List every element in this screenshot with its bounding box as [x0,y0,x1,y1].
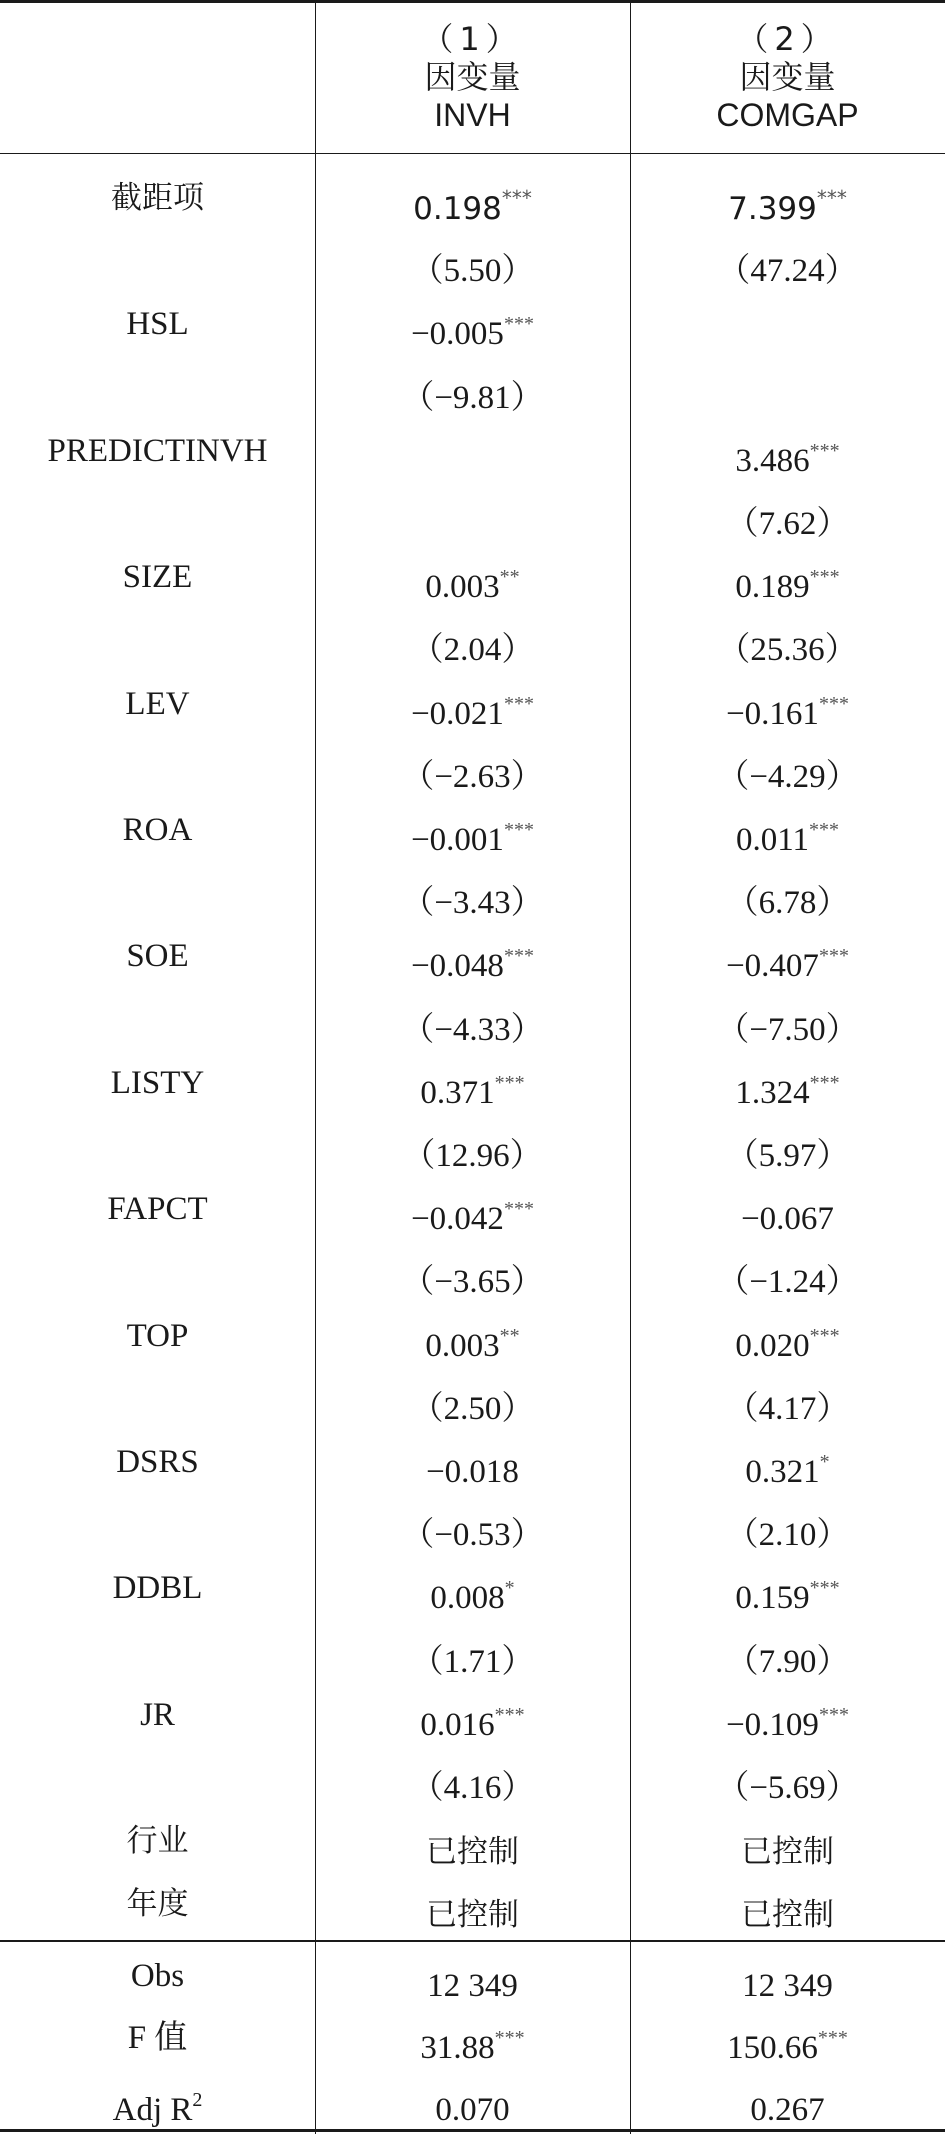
header-rule [0,153,945,154]
row-label [0,1684,315,1746]
table-row [0,1241,945,1303]
row-label [0,1494,315,1556]
cell-value: （7.62） [725,506,850,542]
table-row [0,420,945,482]
cell-value: （−4.33） [401,1011,544,1048]
cell-value: （2.50） [410,1390,535,1427]
col-2-dependent-label: 因变量 [739,57,836,96]
cell-value: 0.321 [745,1454,820,1490]
stat-label-text: Obs [130,1958,185,1994]
rows-cell-c1 [315,420,630,482]
cell-value: （−7.50） [716,1011,859,1048]
significance-stars: *** [818,692,849,715]
row-label [0,1052,315,1114]
rows-cell-c1 [315,483,630,545]
cell-value: （−3.65） [401,1264,544,1301]
table-row [0,293,945,355]
significance-stars: * [819,1451,830,1473]
row-label-text: SOE [126,938,189,975]
cell-value: 0.267 [750,2092,825,2128]
significance-stars: *** [809,1071,840,1094]
rows-cell-c2 [630,1621,945,1683]
table-row [0,925,945,987]
row-label-text: 行业 [126,1823,189,1860]
rows-cell-c2 [630,1747,945,1809]
stats-cell-c2 [630,2069,945,2131]
row-label [0,736,315,798]
table-row [0,1431,945,1493]
rows-cell-c1 [315,1305,630,1367]
rows-cell-c1 cjk [315,167,630,229]
significance-stars: *** [818,1703,849,1726]
rows-cell-c2 [630,736,945,798]
cell-value: −0.048 [411,948,504,985]
rows-cell-c2 [630,609,945,671]
cell-value: 7.399 [728,191,817,227]
row-label [0,167,315,229]
row-label [0,989,315,1051]
significance-stars: *** [503,313,534,336]
cell-value: （−2.63） [401,758,544,795]
cell-value: （2.04） [410,632,535,669]
significance-stars: *** [503,1198,534,1221]
rows-cell-c1 [315,925,630,987]
cell-value: −0.407 [726,948,819,985]
significance-stars: * [504,1577,515,1600]
significance-stars: *** [494,1703,525,1726]
cell-value: 0.003 [425,1327,500,1364]
col-1-dependent-label: 因变量 [424,57,521,96]
rows-cell-c1 [315,230,630,292]
cell-value: −0.042 [411,1201,504,1238]
cell-value: （6.78） [725,885,850,922]
rows-cell-c2 [630,989,945,1051]
cell-value: （4.16） [410,1770,535,1806]
cell-value: 0.020 [735,1327,810,1364]
cell-value: −0.021 [411,695,504,732]
stat-label [0,2069,315,2131]
cell-value: （5.97） [725,1138,850,1174]
rows-cell-c2 [630,357,945,419]
row-label [0,1621,315,1683]
rows-cell-c2 [630,862,945,924]
stat-row [0,2007,945,2069]
row-label [0,420,315,482]
row-label [0,1305,315,1367]
row-label [0,1178,315,1240]
rows-cell-c1 [315,736,630,798]
cell-value: 0.008 [430,1580,505,1617]
rows-cell-c1 [315,1684,630,1746]
cell-value: 已控制 [741,1834,834,1871]
col-1-variable: INVH [434,96,511,133]
significance-stars: *** [809,439,840,462]
cell-value: 已控制 [426,1834,519,1871]
significance-stars: ** [499,566,520,589]
rows-cell-c2 [630,1368,945,1430]
row-label-text: PREDICTINVH [47,432,268,469]
rows-cell-c1 cjk [315,1810,630,1872]
row-label-text: TOP [126,1317,189,1354]
significance-stars: ** [499,1324,520,1347]
rows-cell-c1 [315,1431,630,1493]
cell-value: （2.10） [725,1517,850,1554]
row-label [0,1115,315,1177]
cell-value: 31.88 [420,2030,495,2066]
header-col-2 [630,0,945,153]
cell-value: （−4.29） [716,758,859,795]
row-label [0,925,315,987]
cell-value: 12 349 [742,1968,833,2004]
rows-cell-c2 [630,546,945,608]
stat-row [0,2069,945,2131]
row-label [0,357,315,419]
stat-label-text: Adj R [112,2092,193,2128]
rows-cell-c2 [630,1684,945,1746]
rows-cell-c2 [630,1431,945,1493]
rows-cell-c1 cjk [315,1873,630,1935]
table-row [0,230,945,292]
rows-cell-c2 [630,673,945,735]
col-1-number: （1） [421,19,524,58]
row-label [0,483,315,545]
cell-value: 0.198 [413,191,502,227]
table-row [0,357,945,419]
stats-cell-c2 [630,2007,945,2069]
rows-cell-c1 [315,1368,630,1430]
significance-stars: *** [501,186,532,210]
cell-value: 0.371 [420,1074,495,1111]
cell-value: （−9.81） [401,379,544,416]
cell-value: （12.96） [402,1138,543,1174]
row-label [0,1810,315,1872]
stat-label-text: F 值 [127,2020,188,2056]
cell-value: （−0.53） [401,1517,544,1554]
row-label [0,1873,315,1935]
rows-cell-c2 cjk [630,167,945,229]
stats-rule [0,1940,945,1942]
significance-stars: *** [809,1324,840,1347]
rows-cell-c1 [315,1241,630,1303]
row-label [0,1557,315,1619]
cell-value: （−5.69） [716,1770,859,1806]
cell-value: 0.003 [425,569,500,606]
rows-cell-c2 cjk [630,1873,945,1935]
rows-cell-c1 [315,1747,630,1809]
cell-value: （−3.43） [401,885,544,922]
row-label-text: SIZE [122,559,193,596]
stats-cell-c1 [315,2007,630,2069]
rows-cell-c2 [630,925,945,987]
table-row [0,167,945,229]
row-label-text: DSRS [116,1444,199,1480]
row-label-text: FAPCT [107,1191,208,1228]
rows-cell-c2 [630,1557,945,1619]
rows-cell-c1 [315,1052,630,1114]
rows-cell-c1 [315,989,630,1051]
rows-cell-c1 [315,1621,630,1683]
row-label [0,1747,315,1809]
header-col-1 [315,0,630,153]
stat-label [0,2007,315,2069]
cell-value: （7.90） [725,1643,850,1680]
stat-label [0,1945,315,2007]
cell-value: 150.66 [727,2030,818,2066]
rows-cell-c2 [630,1241,945,1303]
significance-stars: *** [503,945,534,968]
rows-cell-c2 [630,1052,945,1114]
row-label [0,293,315,355]
cell-value: 0.016 [420,1706,495,1743]
table-row [0,546,945,608]
row-label [0,230,315,292]
rows-cell-c1 [315,546,630,608]
cell-value: 0.159 [735,1580,810,1617]
significance-stars: *** [809,819,840,841]
table-row [0,1368,945,1430]
rows-cell-c2 [630,293,945,355]
cell-value: （−1.24） [716,1264,859,1301]
stats-cell-c1 [315,1945,630,2007]
table-row [0,1305,945,1367]
table-row [0,1810,945,1872]
row-label-text: 年度 [126,1886,189,1923]
stat-row [0,1945,945,2007]
row-label [0,862,315,924]
table-row [0,1052,945,1114]
cell-value: （47.24） [717,253,858,290]
rows-cell-c1 [315,673,630,735]
cell-value: −0.018 [426,1454,519,1490]
cell-value: （25.36） [717,632,858,669]
row-label-text: LEV [125,685,190,722]
row-label [0,1368,315,1430]
table-row [0,799,945,861]
row-label [0,673,315,735]
row-label-text: HSL [126,306,189,343]
table-row [0,1684,945,1746]
cell-value: （1.71） [410,1643,535,1680]
col-2-number: （2） [736,19,839,58]
stats-cell-c2 [630,1945,945,2007]
cell-value: −0.067 [741,1201,834,1238]
cell-value: 0.011 [735,822,810,858]
rows-cell-c2 [630,1115,945,1177]
rows-cell-c1 [315,357,630,419]
table-row [0,1557,945,1619]
rows-cell-c2 [630,1494,945,1556]
rows-cell-c1 [315,293,630,355]
table-row [0,1494,945,1556]
table-row [0,989,945,1051]
row-label-text: ROA [122,812,193,848]
cell-value: −0.109 [726,1706,819,1743]
row-label-text: LISTY [110,1064,205,1101]
rows-cell-c2 [630,420,945,482]
table-row [0,1621,945,1683]
rows-cell-c2 [630,1178,945,1240]
significance-stars: *** [816,186,847,210]
significance-stars: *** [818,945,849,968]
table-row [0,1115,945,1177]
row-label-text: DDBL [112,1570,203,1607]
cell-value: −0.001 [411,822,504,858]
table-row [0,673,945,735]
significance-stars: *** [817,2027,848,2049]
significance-stars: *** [503,819,534,841]
table-row [0,609,945,671]
cell-value: −0.005 [411,316,504,353]
rows-cell-c1 [315,799,630,861]
table-row [0,1747,945,1809]
row-label [0,546,315,608]
table-row [0,1873,945,1935]
table-row [0,1178,945,1240]
rows-cell-c1 [315,1557,630,1619]
rows-cell-c1 [315,862,630,924]
significance-stars: *** [809,1577,840,1600]
cell-value: 1.324 [735,1074,810,1111]
table-row [0,862,945,924]
cell-value: 0.189 [735,569,810,606]
significance-stars: *** [494,1071,525,1094]
rows-cell-c1 [315,1115,630,1177]
rows-cell-c2 [630,230,945,292]
row-label [0,1241,315,1303]
row-label-text: JR [140,1696,175,1733]
rows-cell-c1 [315,1494,630,1556]
rows-cell-c2 [630,1305,945,1367]
row-label-text: 截距项 [111,180,204,216]
rows-cell-c2 cjk [630,1810,945,1872]
cell-value: （4.17） [725,1390,850,1427]
superscript: 2 [192,2089,203,2111]
significance-stars: *** [494,2027,525,2049]
cell-value: 已控制 [741,1897,834,1934]
table-row [0,736,945,798]
cell-value: 已控制 [426,1897,519,1934]
rows-cell-c2 [630,799,945,861]
significance-stars: *** [503,692,534,715]
table-row [0,483,945,545]
cell-value: 0.070 [435,2092,510,2128]
significance-stars: *** [809,566,840,589]
stats-cell-c1 [315,2069,630,2131]
cell-value: （5.50） [410,253,535,290]
row-label [0,799,315,861]
cell-value: −0.161 [726,695,819,732]
row-label [0,1431,315,1493]
rows-cell-c2 [630,483,945,545]
cell-value: 3.486 [735,442,810,479]
rows-cell-c1 [315,1178,630,1240]
cell-value: 12 349 [427,1968,518,2004]
rows-cell-c1 [315,609,630,671]
col-2-variable: COMGAP [716,96,859,133]
row-label [0,609,315,671]
